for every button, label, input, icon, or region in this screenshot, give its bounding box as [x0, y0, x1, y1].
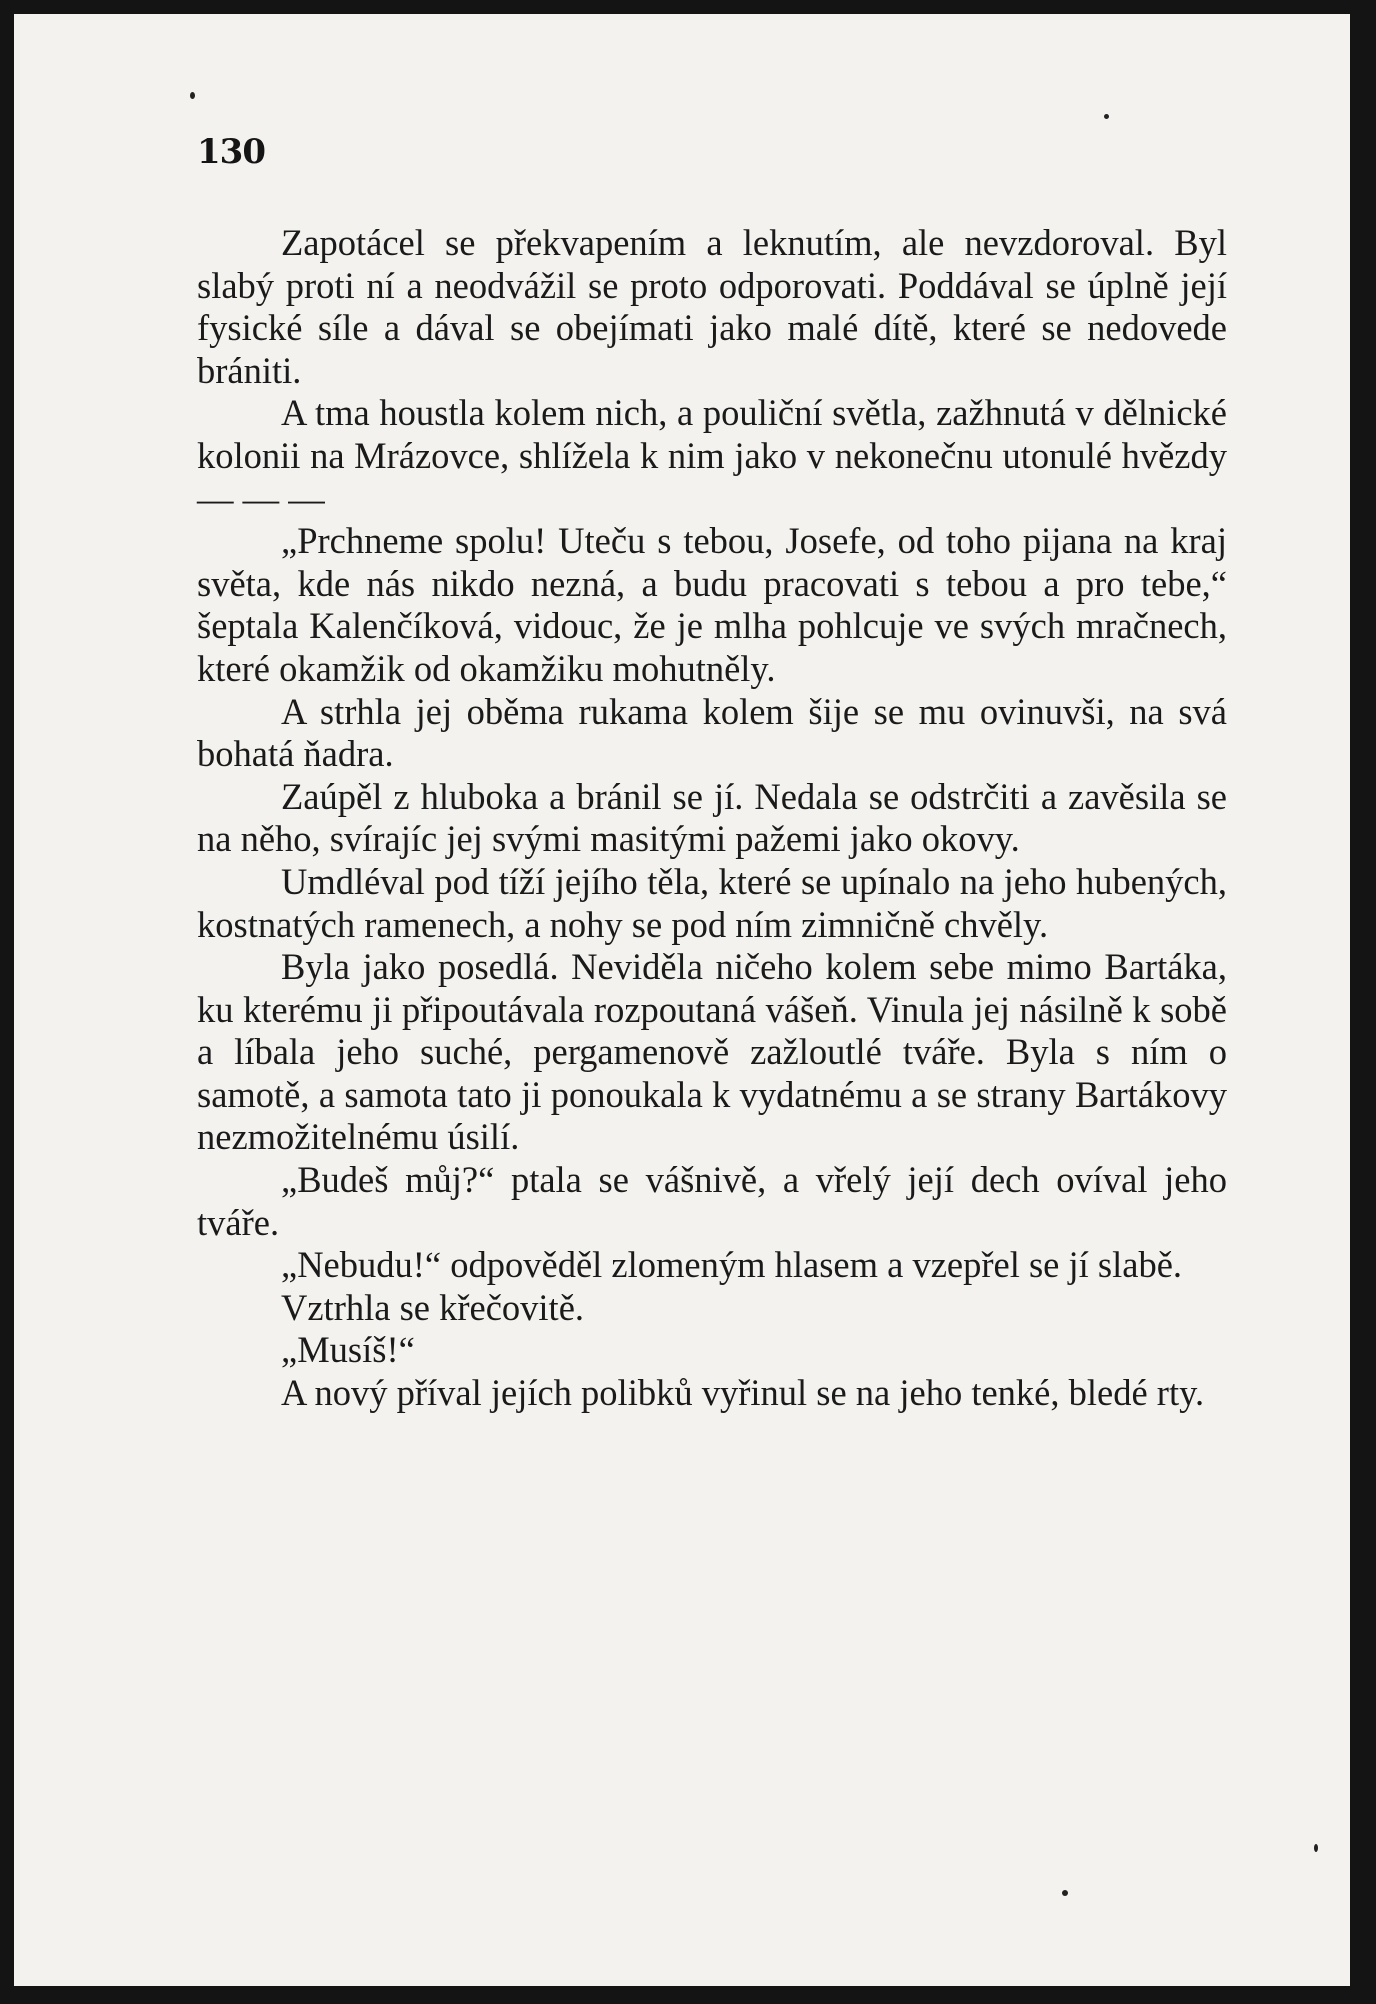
book-page — [14, 14, 1350, 1986]
paragraph-3: „Prchneme spolu! Uteču s tebou, Josefe, od toho pijana na kraj světa, kde nás nikdo nezná, a budu pracovati s tebou a pro tebe,“ šeptala Kalenčíková, vidouc, že je mlha pohlcuje ve svých mračnech, které okamžik od okamžiku mohutněly. — [197, 520, 1227, 689]
scan-speck — [1062, 1890, 1068, 1896]
paragraph-12: A nový příval jejích polibků vyřinul se na jeho tenké, bledé rty. — [281, 1372, 1205, 1414]
scan-speck — [190, 92, 195, 99]
page-text — [197, 222, 1227, 1415]
paragraph-8: „Budeš můj?“ ptala se vášnivě, a vřelý její dech ovíval jeho tváře. — [197, 1159, 1227, 1243]
paragraph-9: „Nebudu!“ odpověděl zlomeným hlasem a vzepřel se jí slabě. — [281, 1244, 1183, 1286]
paragraph-10: Vztrhla se křečovitě. — [281, 1286, 585, 1328]
paragraph-7: Byla jako posedlá. Neviděla ničeho kolem sebe mimo Bartáka, ku kterému ji připoutávala rozpoutaná vášeň. Vinula jej násilně k sobě a líbala jeho suché, pergamenově zažloutlé tváře. Byla s ním o samotě, a samota tato ji ponoukala k vydatnému a se strany Bartákovy nezmožitelnému úsilí. — [197, 946, 1227, 1158]
scan-speck — [1314, 1844, 1318, 1852]
paragraph-4: A strhla jej oběma rukama kolem šije se mu ovinuvši, na svá bohatá ňadra. — [197, 690, 1227, 775]
scan-speck — [1104, 114, 1109, 119]
paragraph-11: „Musíš!“ — [281, 1329, 415, 1371]
paragraph-1: Zapotácel se překvapením a leknutím, ale nevzdoroval. Byl slabý proti ní a neodvážil se proto odporovati. Poddával se úplně její fysické síle a dával se obejímati jako malé dítě, které se nedovede brániti. — [197, 222, 1227, 391]
page-number: 130 — [197, 132, 265, 172]
paragraph-6: Umdléval pod tíží jejího těla, které se upínalo na jeho hubených, kostnatých ramenech, a nohy se pod ním zimničně chvěly. — [197, 860, 1227, 945]
paragraph-5: Zaúpěl z hluboka a bránil se jí. Nedala se odstrčiti a zavěsila se na něho, svírajíc jej svými masitými pažemi jako okovy. — [197, 775, 1227, 860]
paragraph-2: A tma houstla kolem nich, a pouliční světla, zažhnutá v dělnické kolonii na Mrázovce, shlížela k nim jako v nekonečnu utonulé hvězdy — — — — [197, 392, 1227, 519]
